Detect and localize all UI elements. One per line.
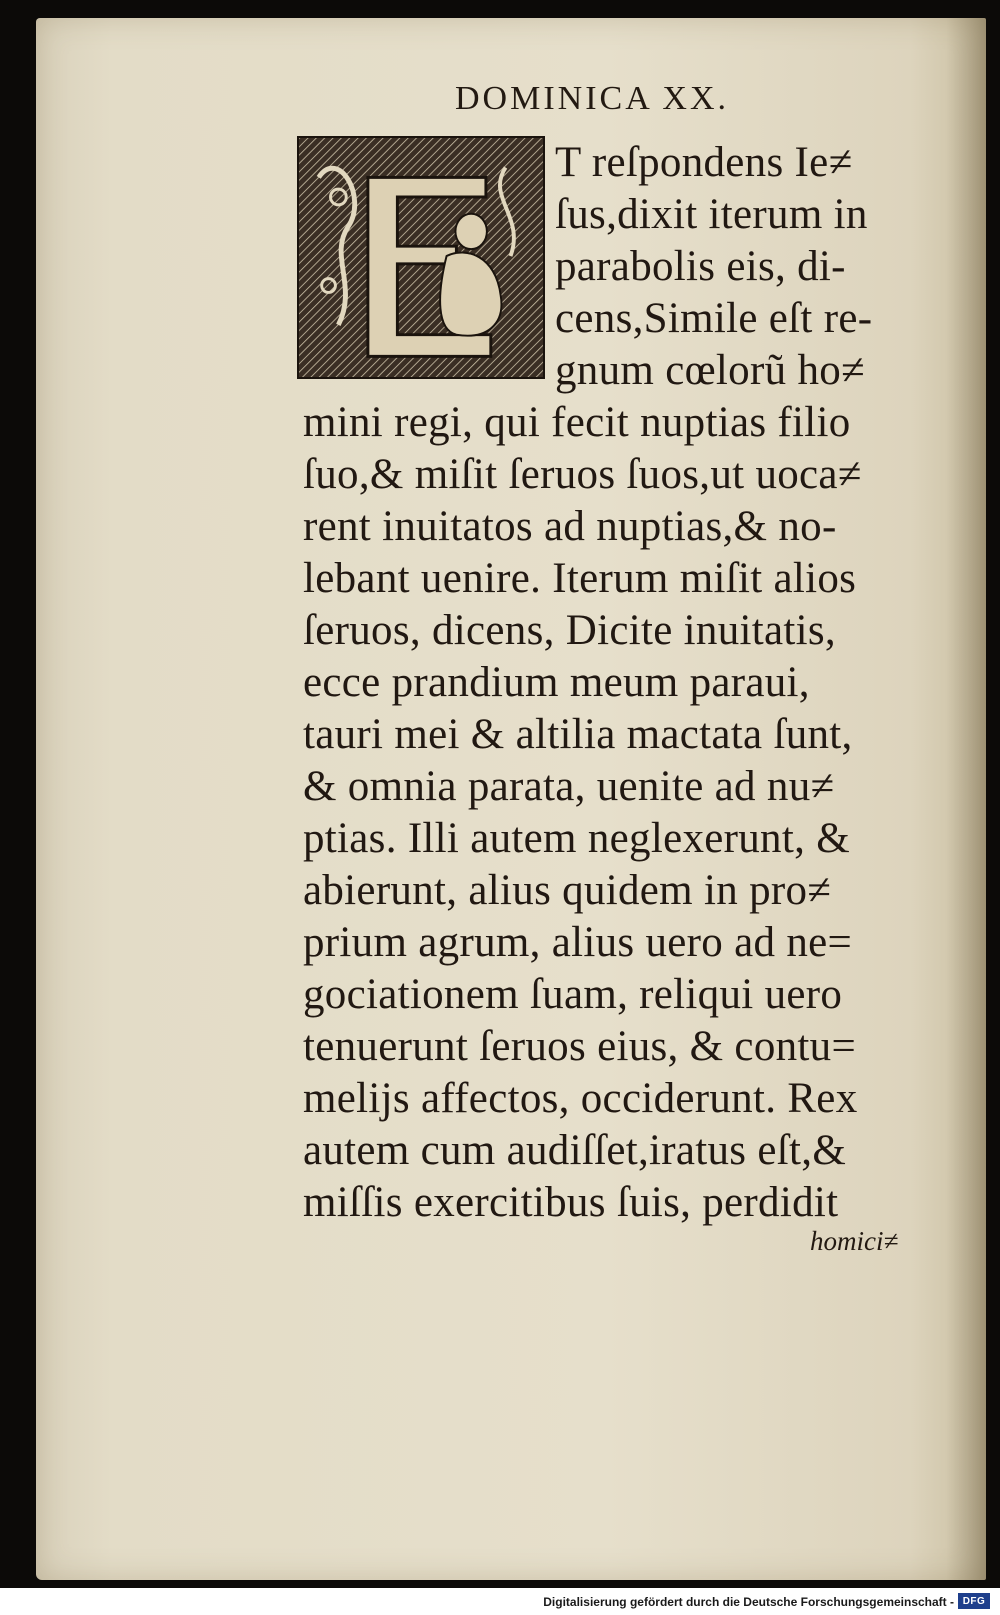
text-line: melijs affectos, occiderunt. Rex xyxy=(303,1075,858,1122)
text-line: & omnia parata, uenite ad nu≠ xyxy=(303,763,835,810)
text-line: abierunt, alius quidem in pro≠ xyxy=(303,867,832,914)
text-line: autem cum audiſſet,iratus eſt,& xyxy=(303,1127,847,1174)
decorated-initial-image xyxy=(297,136,545,379)
text-line: tauri mei & altilia mactata ſunt, xyxy=(303,711,853,758)
text-line: cens,Simile eſt re- xyxy=(555,295,873,342)
text-line: rent inuitatos ad nuptias,& no- xyxy=(303,503,837,550)
running-head: DOMINICA XX. xyxy=(455,80,729,117)
catchword: homici≠ xyxy=(810,1226,899,1256)
text-line: gnum cœlorũ ho≠ xyxy=(555,347,865,394)
digitization-credit: Digitalisierung gefördert durch die Deutsche Forschungsgemeinschaft - xyxy=(543,1595,954,1609)
text-line: ſeruos, dicens, Dicite inuitatis, xyxy=(303,607,836,654)
text-line: lebant uenire. Iterum miſit alios xyxy=(303,555,857,602)
text-line: ptias. Illi autem neglexerunt, & xyxy=(303,815,850,862)
text-line: T reſpondens Ie≠ xyxy=(555,139,853,186)
dfg-logo-icon: DFG xyxy=(958,1593,990,1609)
text-line: ſus,dixit iterum in xyxy=(555,191,868,238)
text-line: ecce prandium meum paraui, xyxy=(303,659,810,706)
text-line: mini regi, qui fecit nuptias filio xyxy=(303,399,851,446)
text-line: gociationem ſuam, reliqui uero xyxy=(303,971,843,1018)
text-line: parabolis eis, di- xyxy=(555,243,846,290)
text-line: miſſis exercitibus ſuis, perdidit xyxy=(303,1179,839,1226)
text-line: prium agrum, alius uero ad ne= xyxy=(303,919,853,966)
text-line: ſuo,& miſit ſeruos ſuos,ut uoca≠ xyxy=(303,451,862,498)
text-line: tenuerunt ſeruos eius, & contu= xyxy=(303,1023,857,1070)
